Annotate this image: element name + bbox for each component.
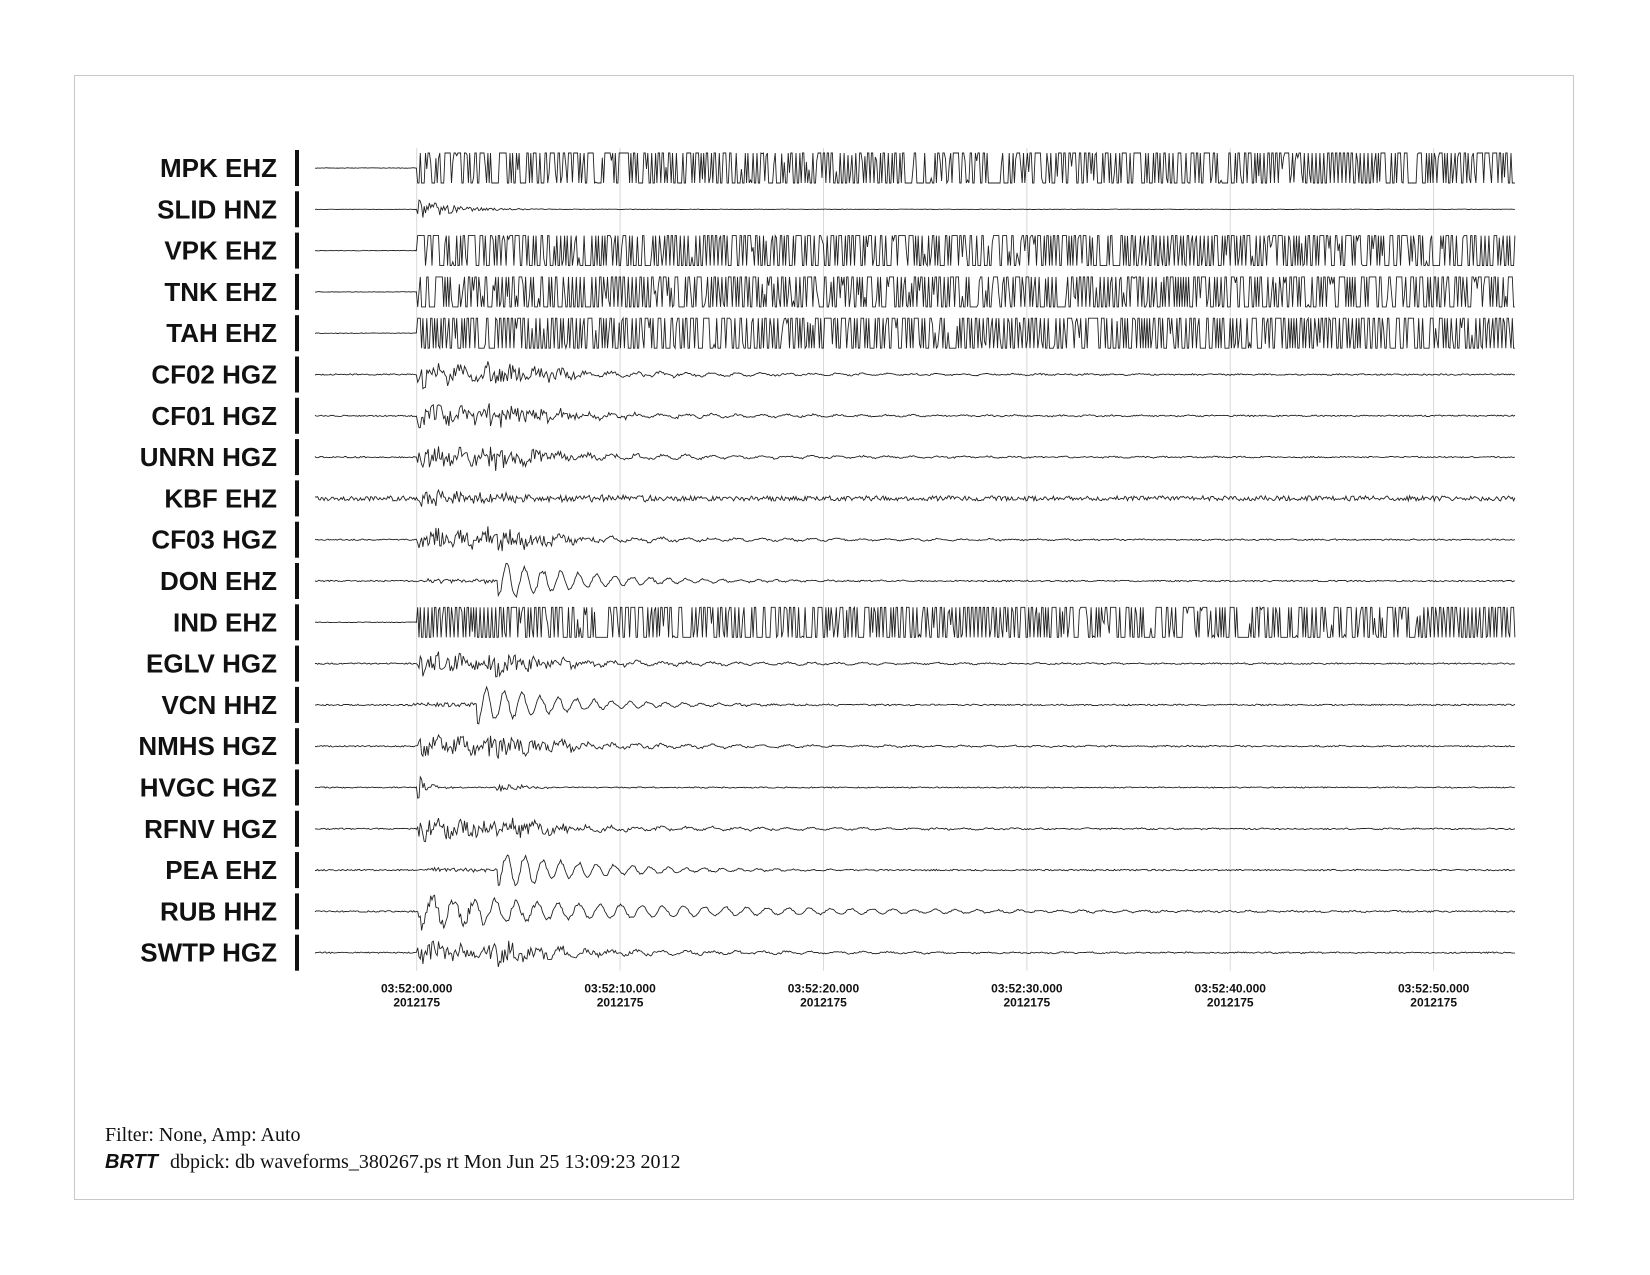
waveform-trace	[315, 941, 1515, 967]
waveform-trace	[315, 200, 1515, 218]
station-label: VCN HHZ	[161, 689, 277, 720]
station-label: NMHS HGZ	[138, 731, 277, 762]
station-label: UNRN HGZ	[139, 442, 277, 473]
station-label: RFNV HGZ	[144, 813, 277, 844]
waveform-trace	[315, 687, 1515, 724]
waveform-trace	[315, 490, 1515, 507]
waveform-trace	[315, 277, 1515, 307]
station-label: CF03 HGZ	[151, 524, 277, 555]
station-label: PEA EHZ	[165, 855, 277, 886]
time-gridlines	[417, 148, 1434, 971]
waveform-trace	[315, 652, 1515, 677]
waveform-trace	[315, 526, 1515, 551]
date-tick-label: 2012175	[1206, 995, 1254, 1010]
station-label: HVGC HGZ	[139, 772, 277, 803]
footer-caption: dbpick: db waveforms_380267.ps rt Mon Jun 25 13:09:23 2012	[169, 1151, 681, 1173]
brand-logo-text: BRTT	[105, 1151, 158, 1173]
date-tick-label: 2012175	[800, 995, 847, 1010]
station-label: TNK EHZ	[164, 276, 277, 307]
waveform-trace	[315, 318, 1515, 348]
waveform-trace	[315, 563, 1515, 597]
time-tick-label: 03:52:00.000	[380, 981, 453, 996]
station-label: IND EHZ	[173, 607, 277, 638]
waveform-trace	[315, 446, 1515, 471]
time-tick-label: 03:52:40.000	[1194, 981, 1266, 996]
waveform-trace	[315, 361, 1515, 388]
waveform-trace	[315, 735, 1515, 759]
station-label: VPK EHZ	[164, 235, 277, 266]
filter-info: Filter: None, Amp: Auto	[105, 1124, 301, 1146]
date-tick-label: 2012175	[1410, 995, 1458, 1010]
time-tick-label: 03:52:10.000	[584, 981, 656, 996]
station-label: TAH EHZ	[166, 318, 277, 349]
station-label: KBF EHZ	[164, 483, 277, 514]
station-label: CF02 HGZ	[151, 359, 277, 390]
station-label: DON EHZ	[160, 566, 277, 596]
time-tick-label: 03:52:30.000	[991, 981, 1063, 996]
station-label: MPK EHZ	[160, 153, 277, 183]
waveform-trace	[315, 818, 1515, 842]
footer-caption-line	[105, 1151, 681, 1174]
waveform-trace	[315, 777, 1515, 798]
station-label: EGLV HGZ	[146, 648, 277, 679]
time-tick-label: 03:52:50.000	[1397, 981, 1470, 996]
time-axis-labels	[381, 982, 1470, 1010]
waveform-trace	[315, 236, 1515, 266]
waveform-trace	[315, 895, 1515, 930]
waveform-trace	[315, 607, 1515, 637]
station-label: RUB HHZ	[160, 896, 277, 927]
waveform-trace	[315, 403, 1515, 427]
time-tick-label: 03:52:20.000	[787, 981, 860, 996]
station-label: SLID HNZ	[157, 194, 277, 225]
station-labels	[138, 150, 297, 971]
station-label: CF01 HGZ	[151, 400, 277, 431]
date-tick-label: 2012175	[1003, 995, 1051, 1010]
waveform-trace	[315, 153, 1515, 183]
waveform-trace	[315, 855, 1515, 886]
date-tick-label: 2012175	[393, 995, 441, 1010]
date-tick-label: 2012175	[596, 995, 644, 1010]
station-label: SWTP HGZ	[140, 937, 277, 968]
waveform-traces	[315, 153, 1515, 967]
